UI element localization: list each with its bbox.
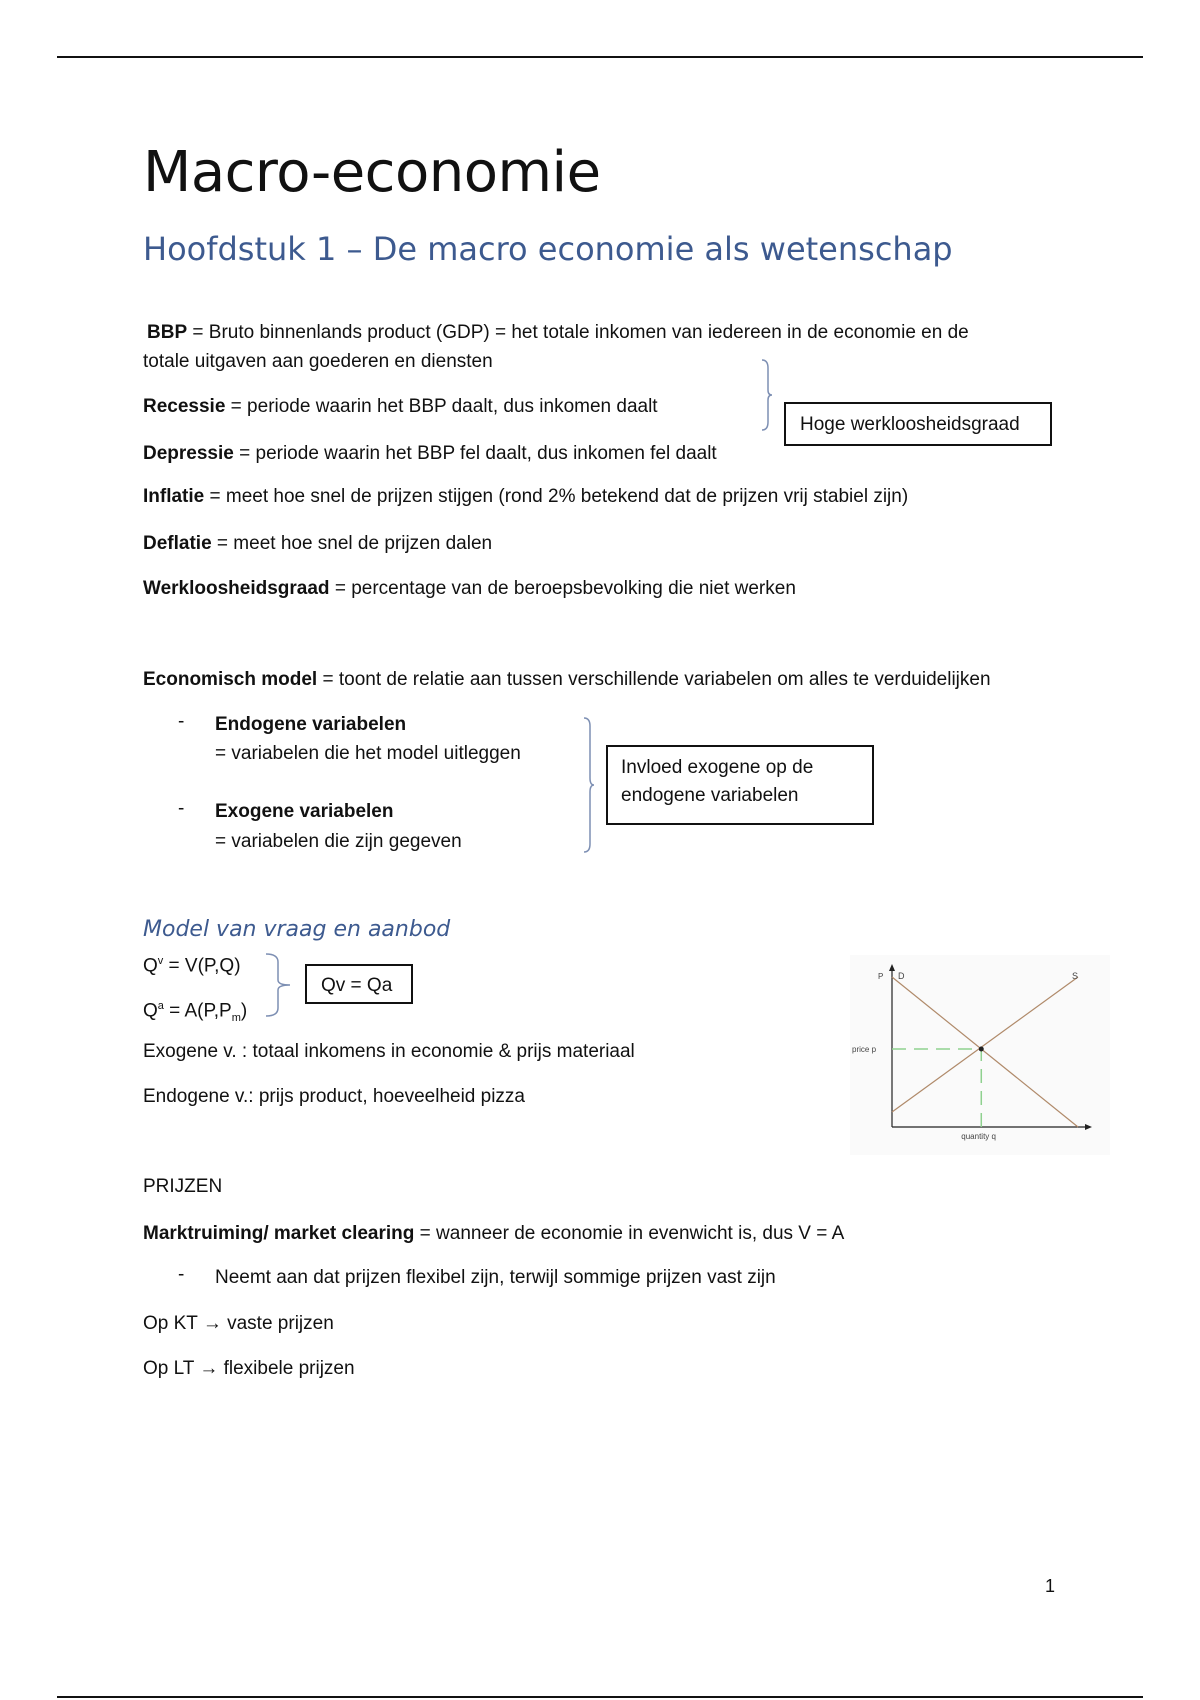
definition-economisch-model — [143, 665, 991, 695]
brace-equations — [264, 952, 294, 1018]
eq2-end: ) — [240, 1000, 248, 1022]
definition-bbp-text: = Bruto binnenlands product (GDP) = het totale inkomen van iedereen in de economie en de — [187, 322, 969, 343]
equation-demand — [143, 946, 241, 981]
eq1-rest: = V(P,Q) — [163, 955, 241, 977]
supply-demand-heading: Model van vraag en aanbod — [143, 917, 451, 942]
footer-rule — [57, 1696, 1143, 1698]
price-tick-label: price p — [852, 1045, 877, 1054]
page-number: 1 — [1045, 1576, 1056, 1596]
definition-recessie — [143, 392, 658, 422]
eq2-sup: a — [157, 1000, 164, 1012]
term-werkloosheidsgraad: Werkloosheidsgraad — [143, 578, 330, 599]
bullet-endogene-term: Endogene variabelen — [215, 714, 407, 735]
definition-recessie-text: = periode waarin het BBP daalt, dus inkomen daalt — [225, 396, 658, 417]
chart-background — [850, 955, 1110, 1155]
demand-label: D — [898, 971, 905, 981]
box-invloed: Invloed exogene op de endogene variabelen — [606, 745, 874, 825]
eq2-q: Q — [143, 1000, 158, 1022]
eq1-q: Q — [143, 955, 158, 977]
definition-deflatie — [143, 529, 492, 559]
y-axis-label: P — [878, 972, 884, 981]
definition-bbp — [147, 318, 969, 348]
supply-demand-chart — [850, 955, 1110, 1155]
definition-economisch-model-text: = toont de relatie aan tussen verschillende variabelen om alles te verduidelijken — [317, 669, 991, 690]
chapter-heading: Hoofdstuk 1 – De macro economie als wetenschap — [143, 230, 953, 268]
eq2-rest: = A(P,P — [163, 1000, 232, 1022]
term-bbp: BBP — [147, 322, 188, 343]
prices-bullet: Neemt aan dat prijzen flexibel zijn, terwijl sommige prijzen vast zijn — [215, 1267, 776, 1288]
definition-inflatie-text: = meet hoe snel de prijzen stijgen (rond 2% betekend dat de prijzen vrij stabiel zijn) — [204, 486, 909, 507]
term-market-clearing: Marktruiming/ market clearing — [143, 1223, 415, 1244]
definition-market-clearing-text: = wanneer de economie in evenwicht is, dus V = A — [414, 1223, 845, 1244]
definition-depressie-text: = periode waarin het BBP fel daalt, dus inkomen fel daalt — [233, 443, 717, 464]
bullet-exogene-term: Exogene variabelen — [215, 801, 394, 822]
box-equilibrium: Qv = Qa — [305, 964, 413, 1004]
bullet-exogene-text: = variabelen die zijn gegeven — [215, 831, 462, 852]
bullet-marker-exogene: - — [178, 798, 185, 819]
short-term-line: Op KT → vaste prijzen — [143, 1313, 334, 1334]
equilibrium-point — [979, 1047, 984, 1052]
box-unemployment: Hoge werkloosheidsgraad — [784, 402, 1052, 446]
brace-recessie — [760, 358, 774, 432]
definition-market-clearing — [143, 1219, 844, 1249]
prices-heading: PRIJZEN — [143, 1176, 223, 1197]
eq2-sub: m — [231, 1012, 241, 1025]
definition-inflatie — [143, 482, 908, 512]
term-deflatie: Deflatie — [143, 533, 212, 554]
long-term-line: Op LT → flexibele prijzen — [143, 1358, 355, 1379]
bullet-marker-endogene: - — [178, 711, 185, 732]
x-axis-label: quantity q — [961, 1132, 996, 1141]
definition-bbp-line2: totale uitgaven aan goederen en diensten — [143, 351, 493, 372]
equation-supply — [143, 991, 247, 1033]
endogene-line: Endogene v.: prijs product, hoeveelheid pizza — [143, 1086, 526, 1107]
definition-depressie — [143, 439, 717, 469]
definition-deflatie-text: = meet hoe snel de prijzen dalen — [211, 533, 493, 554]
definition-werkloosheidsgraad — [143, 574, 796, 604]
supply-label: S — [1072, 971, 1079, 981]
term-economisch-model: Economisch model — [143, 669, 318, 690]
header-rule — [57, 56, 1143, 58]
bullet-marker-prices: - — [178, 1264, 185, 1285]
page-title: Macro-economie — [143, 140, 601, 205]
bullet-endogene-text: = variabelen die het model uitleggen — [215, 743, 521, 764]
term-recessie: Recessie — [143, 396, 226, 417]
definition-werkloosheidsgraad-text: = percentage van de beroepsbevolking die niet werken — [329, 578, 796, 599]
brace-variabelen — [582, 716, 596, 854]
term-depressie: Depressie — [143, 443, 234, 464]
eq1-sup: v — [157, 955, 164, 967]
exogene-line: Exogene v. : totaal inkomens in economie & prijs materiaal — [143, 1041, 635, 1062]
term-inflatie: Inflatie — [143, 486, 205, 507]
